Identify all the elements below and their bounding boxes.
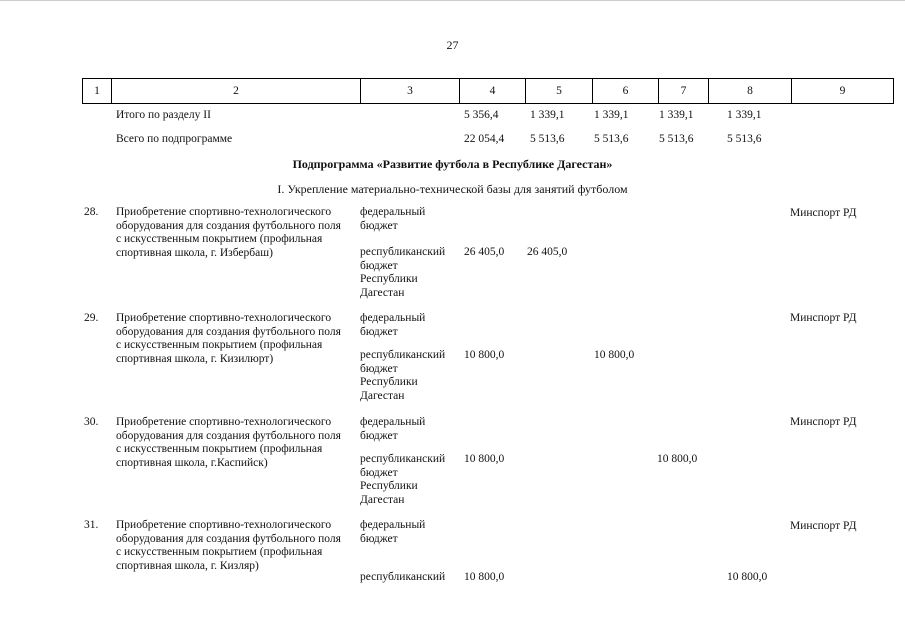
total-col4: 5 356,4 xyxy=(464,109,499,121)
source-line: бюджет xyxy=(360,466,398,479)
source-line: федеральный xyxy=(360,519,426,531)
source-federal xyxy=(360,312,425,339)
source-line: республиканский xyxy=(360,453,446,465)
source-line: бюджет xyxy=(360,325,398,338)
header-col-1: 1 xyxy=(83,79,112,103)
total-col7: 1 339,1 xyxy=(659,109,694,121)
row-year-value: 26 405,0 xyxy=(527,246,568,258)
source-line: бюджет xyxy=(360,532,398,545)
header-col-8: 8 xyxy=(709,79,792,103)
row-total: 10 800,0 xyxy=(464,453,505,465)
row-total: 10 800,0 xyxy=(464,571,505,583)
source-republic xyxy=(360,571,445,585)
total-col5: 1 339,1 xyxy=(530,109,565,121)
subprogram-title: Подпрограмма «Развитие футбола в Республике Дагестан» xyxy=(292,157,613,171)
row-responsible: Минспорт РД xyxy=(790,520,857,532)
row-number: 29. xyxy=(84,312,99,324)
top-edge xyxy=(0,0,905,1)
source-line: федеральный xyxy=(360,312,426,324)
source-line: федеральный xyxy=(360,206,426,218)
row-year-value: 10 800,0 xyxy=(657,453,698,465)
desc-line: Приобретение спортивно-технологического xyxy=(116,416,332,428)
source-line: республиканский xyxy=(360,349,446,361)
desc-line: оборудования для создания футбольного поля xyxy=(116,219,341,232)
desc-line: Приобретение спортивно-технологического xyxy=(116,312,332,324)
source-line: бюджет xyxy=(360,362,398,375)
row-number: 31. xyxy=(84,519,99,531)
row-year-value: 10 800,0 xyxy=(594,349,635,361)
source-line: Дагестан xyxy=(360,493,405,506)
source-line: республиканский xyxy=(360,246,446,258)
source-line: Дагестан xyxy=(360,286,405,299)
table-header xyxy=(82,78,894,104)
source-line: Республики xyxy=(360,273,418,285)
header-col-7: 7 xyxy=(659,79,709,103)
source-line: бюджет xyxy=(360,259,398,272)
source-republic xyxy=(360,349,445,403)
source-line: бюджет xyxy=(360,219,398,232)
header-col-2: 2 xyxy=(112,79,361,103)
row-number: 30. xyxy=(84,416,99,428)
row-description xyxy=(116,519,356,573)
desc-line: Приобретение спортивно-технологического xyxy=(116,206,332,218)
desc-line: спортивная школа, г.Каспийск) xyxy=(116,456,268,469)
total-col8: 1 339,1 xyxy=(727,109,762,121)
total-col5: 5 513,6 xyxy=(530,133,565,145)
total-col8: 5 513,6 xyxy=(727,133,762,145)
source-federal xyxy=(360,206,425,233)
source-line: бюджет xyxy=(360,429,398,442)
source-federal xyxy=(360,416,425,443)
section-title: I. Укрепление материально-технической базы для занятий футболом xyxy=(277,182,628,196)
row-responsible: Минспорт РД xyxy=(790,207,857,219)
desc-line: Приобретение спортивно-технологического xyxy=(116,519,332,531)
source-line: федеральный xyxy=(360,416,426,428)
source-federal xyxy=(360,519,425,546)
desc-line: оборудования для создания футбольного поля xyxy=(116,429,341,442)
page-number: 27 xyxy=(446,38,459,52)
total-label: Всего по подпрограмме xyxy=(116,133,233,145)
desc-line: спортивная школа, г. Избербаш) xyxy=(116,246,273,259)
total-label: Итого по разделу II xyxy=(116,109,211,121)
desc-line: с искусственным покрытием (профильная xyxy=(116,546,323,558)
total-col6: 5 513,6 xyxy=(594,133,629,145)
header-col-3: 3 xyxy=(361,79,460,103)
total-col7: 5 513,6 xyxy=(659,133,694,145)
row-number: 28. xyxy=(84,206,99,218)
total-col6: 1 339,1 xyxy=(594,109,629,121)
source-line: Республики xyxy=(360,376,418,388)
source-line: Дагестан xyxy=(360,389,405,402)
row-total: 26 405,0 xyxy=(464,246,505,258)
row-description xyxy=(116,312,356,366)
desc-line: спортивная школа, г. Кизляр) xyxy=(116,559,259,572)
header-col-4: 4 xyxy=(460,79,526,103)
row-description xyxy=(116,416,356,470)
source-line: республиканский xyxy=(360,571,446,583)
source-line: Республики xyxy=(360,480,418,492)
row-responsible: Минспорт РД xyxy=(790,312,857,324)
header-col-5: 5 xyxy=(526,79,593,103)
source-republic xyxy=(360,246,445,300)
row-description xyxy=(116,206,356,260)
source-republic xyxy=(360,453,445,507)
desc-line: с искусственным покрытием (профильная xyxy=(116,233,323,245)
desc-line: с искусственным покрытием (профильная xyxy=(116,443,323,455)
total-col4: 22 054,4 xyxy=(464,133,505,145)
header-col-9: 9 xyxy=(839,85,846,97)
header-col-6: 6 xyxy=(593,79,659,103)
row-total: 10 800,0 xyxy=(464,349,505,361)
desc-line: оборудования для создания футбольного поля xyxy=(116,325,341,338)
row-year-value: 10 800,0 xyxy=(727,571,768,583)
desc-line: спортивная школа, г. Кизилюрт) xyxy=(116,352,274,365)
desc-line: оборудования для создания футбольного поля xyxy=(116,532,341,545)
desc-line: с искусственным покрытием (профильная xyxy=(116,339,323,351)
row-responsible: Минспорт РД xyxy=(790,416,857,428)
